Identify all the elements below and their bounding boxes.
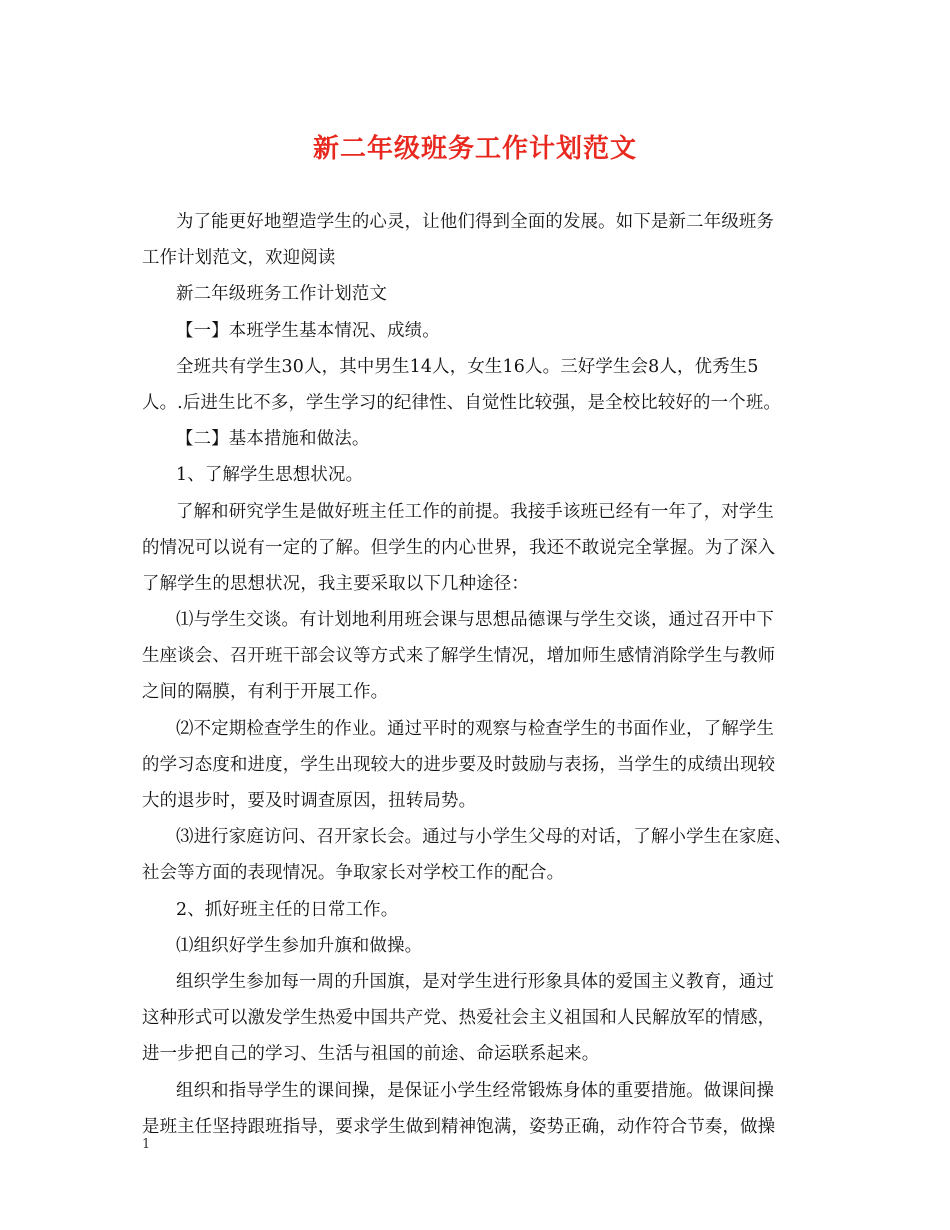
- body-line: 进一步把自己的学习、生活与祖国的前途、命运联系起来。: [142, 1044, 600, 1065]
- document-title: 新二年级班务工作计划范文: [312, 134, 637, 164]
- page-number: 1: [142, 1137, 151, 1152]
- body-line: 的学习态度和进度，学生出现较大的进步要及时鼓励与表扬，当学生的成绩出现较: [142, 754, 776, 775]
- body-line: 人。.后进生比不多，学生学习的纪律性、自觉性比较强，是全校比较好的一个班。: [142, 392, 781, 413]
- body-line: 1、了解学生思想状况。: [176, 465, 364, 486]
- body-line: 了解学生的思想状况，我主要采取以下几种途径：: [142, 573, 529, 594]
- body-line: 2、抓好班主任的日常工作。: [176, 899, 399, 920]
- body-line: ⑵不定期检查学生的作业。通过平时的观察与检查学生的书面作业，了解学生: [176, 718, 775, 739]
- body-line: ⑶进行家庭访问、召开家长会。通过与小学生父母的对话，了解小学生在家庭、: [176, 827, 792, 848]
- body-line: 了解和研究学生是做好班主任工作的前提。我接手该班已经有一年了，对学生: [176, 501, 775, 522]
- body-line: 是班主任坚持跟班指导，要求学生做到精神饱满，姿势正确，动作符合节奏，做操: [142, 1116, 776, 1137]
- body-line: 的情况可以说有一定的了解。但学生的内心世界，我还不敢说完全掌握。为了深入: [142, 537, 776, 558]
- body-line: ⑴组织好学生参加升旗和做操。: [176, 935, 423, 956]
- body-line: 生座谈会、召开班干部会议等方式来了解学生情况，增加师生感情消除学生与教师: [142, 646, 776, 667]
- body-line: 大的退步时，要及时调查原因，扭转局势。: [142, 791, 477, 811]
- body-line: 之间的隔膜，有利于开展工作。: [142, 682, 389, 703]
- body-line: ⑴与学生交谈。有计划地利用班会课与思想品德课与学生交谈，通过召开中下: [176, 610, 775, 631]
- body-line: 【二】基本措施和做法。: [176, 429, 370, 450]
- body-line: 组织学生参加每一周的升国旗，是对学生进行形象具体的爱国主义教育，通过: [176, 971, 775, 992]
- body-line: 为了能更好地塑造学生的心灵，让他们得到全面的发展。如下是新二年级班务: [176, 212, 775, 232]
- body-line: 组织和指导学生的课间操，是保证小学生经常锻炼身体的重要措施。做课间操: [176, 1080, 775, 1101]
- body-line: 社会等方面的表现情况。争取家长对学校工作的配合。: [142, 863, 565, 884]
- body-line: 工作计划范文，欢迎阅读: [142, 248, 336, 269]
- document-body: [142, 204, 822, 1145]
- body-line: 新二年级班务工作计划范文: [176, 284, 388, 305]
- body-line: 这种形式可以激发学生热爱中国共产党、热爱社会主义祖国和人民解放军的情感，: [142, 1008, 776, 1029]
- body-line: 全班共有学生30人，其中男生14人，女生16人。三好学生会8人，优秀生5: [176, 356, 759, 377]
- body-line: 【一】本班学生基本情况、成绩。: [176, 320, 440, 341]
